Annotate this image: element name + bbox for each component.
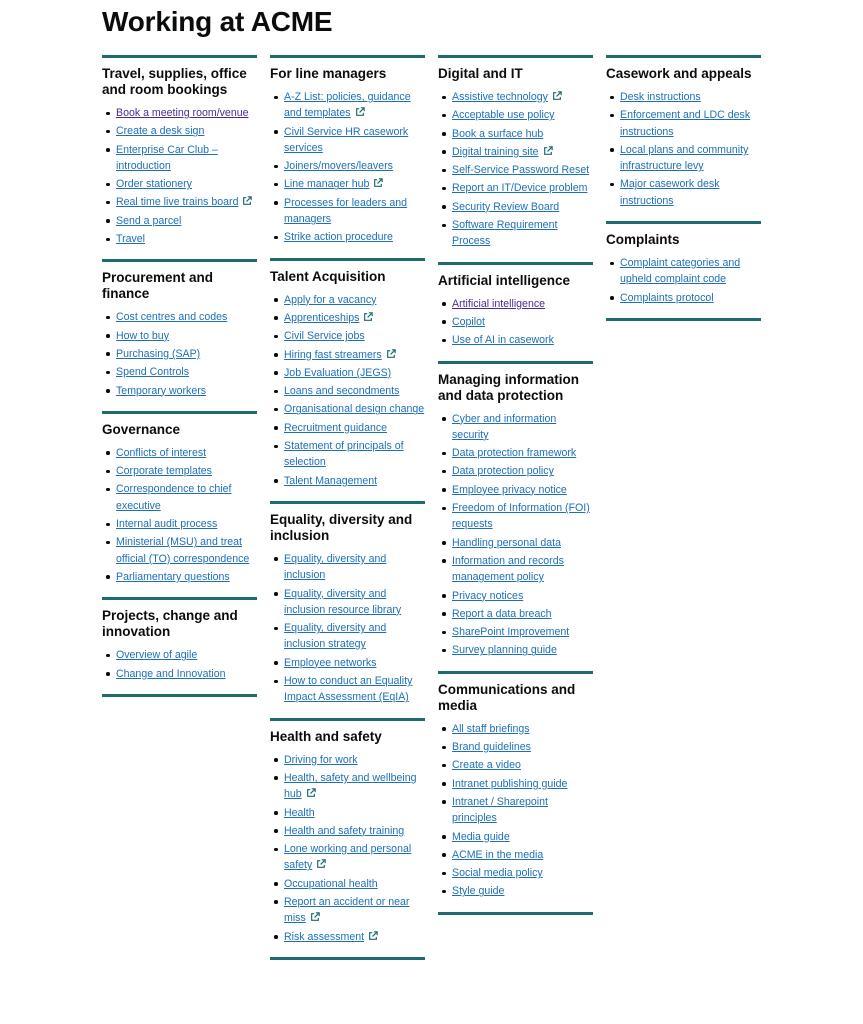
external-link-icon — [355, 107, 365, 117]
list-item — [102, 569, 257, 585]
link-data-protection-policy[interactable]: Data protection policy — [452, 465, 554, 478]
list-item — [270, 347, 425, 363]
list-item — [270, 89, 425, 122]
section-casework-and-appeals — [606, 55, 761, 221]
list-item — [438, 296, 593, 312]
link-list — [606, 255, 761, 306]
link-book-a-surface-hub[interactable]: Book a surface hub — [452, 127, 544, 140]
list-item — [438, 865, 593, 881]
section-travel-supplies-office-and-room-bookings — [102, 55, 257, 259]
link-equality-diversity-and-inclusion[interactable]: Equality, diversity and inclusion — [284, 552, 387, 582]
link-major-casework-desk-instructions[interactable]: Major casework desk instructions — [620, 178, 720, 207]
list-item — [438, 411, 593, 444]
section-governance — [102, 411, 257, 597]
link-create-a-desk-sign[interactable]: Create a desk sign — [116, 125, 205, 138]
link-artificial-intelligence[interactable]: Artificial intelligence — [452, 297, 546, 310]
external-link-icon — [543, 146, 553, 156]
link-spend-controls[interactable]: Spend Controls — [116, 366, 190, 379]
list-item — [438, 829, 593, 845]
link-complaint-categories-and-upheld-complaint-code[interactable]: Complaint categories and upheld complaint code — [620, 257, 741, 286]
link-talent-management[interactable]: Talent Management — [284, 474, 378, 487]
section-heading: Talent Acquisition — [270, 268, 386, 284]
link-health-and-safety-training[interactable]: Health and safety training — [284, 824, 405, 837]
link-social-media-policy[interactable]: Social media policy — [452, 867, 543, 880]
link-report-a-data-breach[interactable]: Report a data breach — [452, 607, 552, 620]
list-item — [438, 126, 593, 142]
link-brand-guidelines[interactable]: Brand guidelines — [452, 741, 531, 754]
list-item — [438, 535, 593, 551]
section-procurement-and-finance — [102, 259, 257, 410]
list-item — [270, 124, 425, 157]
link-assistive-technology[interactable]: Assistive technology — [452, 91, 548, 103]
list-item — [270, 292, 425, 308]
list-item — [606, 255, 761, 288]
list-item — [438, 162, 593, 178]
section-digital-and-it — [438, 55, 593, 262]
list-item — [102, 463, 257, 479]
external-link-icon — [368, 931, 378, 941]
list-item — [438, 606, 593, 622]
link-employee-networks[interactable]: Employee networks — [284, 656, 377, 669]
list-item — [438, 721, 593, 737]
link-digital-training-site[interactable]: Digital training site — [452, 145, 539, 158]
link-copilot[interactable]: Copilot — [452, 315, 485, 328]
link-health[interactable]: Health — [284, 806, 315, 819]
list-item — [606, 176, 761, 209]
link-joiners-movers-leavers[interactable]: Joiners/movers/leavers — [284, 160, 393, 173]
link-list — [270, 89, 425, 246]
link-recruitment-guidance[interactable]: Recruitment guidance — [284, 421, 388, 434]
section-heading: For line managers — [270, 66, 387, 81]
link-apprenticeships[interactable]: Apprenticeships — [284, 311, 360, 324]
list-item — [438, 107, 593, 123]
link-overview-of-agile[interactable]: Overview of agile — [116, 649, 198, 662]
link-software-requirement-process[interactable]: Software Requirement Process — [452, 219, 558, 248]
list-item — [102, 213, 257, 229]
link-statement-of-principals-of-selection[interactable]: Statement of principals of selection — [284, 440, 404, 469]
link-media-guide[interactable]: Media guide — [452, 830, 510, 843]
link-real-time-live-trains-board[interactable]: Real time live trains board — [116, 196, 239, 209]
list-item — [102, 194, 257, 210]
section-heading: Artificial intelligence — [438, 272, 571, 288]
list-item — [270, 752, 425, 768]
section-heading: Casework and appeals — [606, 66, 752, 81]
list-item — [270, 894, 425, 927]
list-item — [438, 332, 593, 348]
external-link-icon — [386, 349, 396, 359]
link-list — [270, 752, 425, 945]
link-processes-for-leaders-and-managers[interactable]: Processes for leaders and managers — [284, 196, 408, 226]
list-item — [270, 328, 425, 344]
list-item — [102, 346, 257, 362]
list-item — [270, 673, 425, 706]
list-item — [606, 89, 761, 105]
section-complaints — [606, 221, 761, 321]
link-parliamentary-questions[interactable]: Parliamentary questions — [116, 570, 230, 583]
section-heading: Travel, supplies, office and room bookings — [102, 66, 247, 97]
page-title: Working at ACME — [102, 6, 333, 37]
list-item — [270, 770, 425, 803]
link-list — [102, 445, 257, 585]
link-complaints-protocol[interactable]: Complaints protocol — [620, 291, 714, 304]
list-item — [270, 229, 425, 245]
section-heading: Projects, change and innovation — [102, 608, 238, 640]
list-item — [102, 534, 257, 567]
link-ministerial-msu-and-treat-official-to-correspondence[interactable]: Ministerial (MSU) and treat official (TO) correspondence — [116, 536, 250, 565]
list-item — [270, 310, 425, 326]
link-list — [438, 296, 593, 349]
link-change-and-innovation[interactable]: Change and Innovation — [116, 667, 226, 680]
external-link-icon — [242, 196, 252, 206]
column-4 — [606, 55, 761, 321]
link-style-guide[interactable]: Style guide — [452, 885, 505, 898]
section-heading: Equality, diversity and inclusion — [270, 511, 413, 543]
column-3 — [438, 55, 593, 915]
link-loans-and-secondments[interactable]: Loans and secondments — [284, 385, 400, 398]
section-for-line-managers — [270, 55, 425, 258]
link-handling-personal-data[interactable]: Handling personal data — [452, 536, 561, 549]
link-survey-planning-guide[interactable]: Survey planning guide — [452, 644, 557, 657]
link-civil-service-hr-casework-services[interactable]: Civil Service HR casework services — [284, 125, 409, 154]
link-security-review-board[interactable]: Security Review Board — [452, 200, 560, 213]
list-item — [438, 144, 593, 160]
list-item — [606, 107, 761, 140]
link-health-safety-and-wellbeing-hub[interactable]: Health, safety and wellbeing hub — [284, 771, 417, 801]
link-equality-diversity-and-inclusion-resource-library[interactable]: Equality, diversity and inclusion resource library — [284, 587, 402, 616]
external-link-icon — [306, 788, 316, 798]
link-civil-service-jobs[interactable]: Civil Service jobs — [284, 330, 365, 343]
list-item — [102, 445, 257, 461]
link-line-manager-hub[interactable]: Line manager hub — [284, 178, 370, 191]
list-item — [270, 158, 425, 174]
section-heading: Complaints — [606, 232, 680, 248]
link-list — [438, 721, 593, 900]
list-item — [438, 588, 593, 604]
link-purchasing-sap[interactable]: Purchasing (SAP) — [116, 347, 201, 360]
list-item — [438, 776, 593, 792]
link-information-and-records-management-policy[interactable]: Information and records management policy — [452, 554, 564, 584]
list-item — [102, 309, 257, 325]
link-driving-for-work[interactable]: Driving for work — [284, 753, 358, 766]
link-list — [270, 292, 425, 489]
list-item — [270, 929, 425, 945]
list-item — [438, 883, 593, 899]
list-item — [270, 823, 425, 839]
link-conflicts-of-interest[interactable]: Conflicts of interest — [116, 446, 207, 459]
link-organisational-design-change[interactable]: Organisational design change — [284, 403, 425, 416]
list-item — [270, 876, 425, 892]
list-item — [270, 176, 425, 192]
link-cyber-and-information-security[interactable]: Cyber and information security — [452, 412, 557, 441]
external-link-icon — [363, 312, 373, 322]
list-item — [102, 364, 257, 380]
link-intranet-publishing-guide[interactable]: Intranet publishing guide — [452, 777, 568, 790]
link-use-of-ai-in-casework[interactable]: Use of AI in casework — [452, 334, 554, 347]
list-item — [606, 290, 761, 306]
link-internal-audit-process[interactable]: Internal audit process — [116, 518, 218, 531]
list-item — [270, 841, 425, 874]
list-item — [438, 199, 593, 215]
link-travel[interactable]: Travel — [116, 233, 146, 246]
list-item — [102, 176, 257, 192]
link-equality-diversity-and-inclusion-strategy[interactable]: Equality, diversity and inclusion strategy — [284, 622, 387, 651]
list-item — [102, 481, 257, 514]
link-hiring-fast-streamers[interactable]: Hiring fast streamers — [284, 348, 382, 361]
section-talent-acquisition — [270, 258, 425, 501]
list-item — [438, 217, 593, 250]
link-create-a-video[interactable]: Create a video — [452, 759, 521, 772]
link-occupational-health[interactable]: Occupational health — [284, 877, 378, 890]
link-intranet-sharepoint-principles[interactable]: Intranet / Sharepoint principles — [452, 795, 548, 825]
list-item — [438, 180, 593, 196]
list-item — [102, 328, 257, 344]
list-item — [102, 142, 257, 175]
link-how-to-buy[interactable]: How to buy — [116, 329, 169, 342]
link-report-an-accident-or-near-miss[interactable]: Report an accident or near miss — [284, 895, 410, 925]
section-artificial-intelligence — [438, 262, 593, 361]
list-item — [270, 438, 425, 471]
section-heading: Communications and media — [438, 681, 576, 713]
list-item — [270, 401, 425, 417]
list-item — [438, 89, 593, 105]
link-send-a-parcel[interactable]: Send a parcel — [116, 214, 182, 227]
link-list — [102, 647, 257, 682]
link-order-stationery[interactable]: Order stationery — [116, 178, 192, 191]
section-heading: Health and safety — [270, 728, 382, 744]
list-item — [438, 757, 593, 773]
link-correspondence-to-chief-executive[interactable]: Correspondence to chief executive — [116, 483, 232, 512]
link-enforcement-and-ldc-desk-instructions[interactable]: Enforcement and LDC desk instructions — [620, 109, 751, 138]
link-how-to-conduct-an-equality-impact-assessment-eqia[interactable]: How to conduct an Equality Impact Assessment (EqIA) — [284, 675, 413, 704]
list-item — [270, 473, 425, 489]
section-heading: Governance — [102, 421, 181, 437]
list-item — [438, 794, 593, 827]
list-item — [438, 500, 593, 533]
link-self-service-password-reset[interactable]: Self-Service Password Reset — [452, 164, 590, 177]
link-list — [102, 105, 257, 247]
list-item — [270, 365, 425, 381]
list-item — [438, 482, 593, 498]
link-risk-assessment[interactable]: Risk assessment — [284, 930, 365, 943]
list-item — [438, 463, 593, 479]
list-item — [102, 231, 257, 247]
list-item — [102, 105, 257, 121]
section-health-and-safety — [270, 718, 425, 960]
external-link-icon — [552, 91, 562, 101]
external-link-icon — [316, 859, 326, 869]
link-strike-action-procedure[interactable]: Strike action procedure — [284, 231, 393, 244]
list-item — [270, 620, 425, 653]
link-cost-centres-and-codes[interactable]: Cost centres and codes — [116, 311, 228, 324]
external-link-icon — [373, 178, 383, 188]
link-list — [438, 411, 593, 659]
list-item — [606, 142, 761, 175]
list-item — [102, 516, 257, 532]
list-item — [270, 655, 425, 671]
list-item — [102, 123, 257, 139]
section-projects-change-and-innovation — [102, 597, 257, 697]
link-list — [270, 551, 425, 706]
link-acceptable-use-policy[interactable]: Acceptable use policy — [452, 109, 555, 122]
link-freedom-of-information-foi-requests[interactable]: Freedom of Information (FOI) requests — [452, 502, 590, 531]
list-item — [438, 624, 593, 640]
link-list — [606, 89, 761, 209]
list-item — [438, 553, 593, 586]
link-acme-in-the-media[interactable]: ACME in the media — [452, 848, 544, 861]
section-heading: Procurement and finance — [102, 270, 214, 302]
list-item — [270, 383, 425, 399]
section-communications-and-media — [438, 671, 593, 915]
list-item — [438, 739, 593, 755]
external-link-icon — [310, 912, 320, 922]
link-all-staff-briefings[interactable]: All staff briefings — [452, 722, 530, 735]
list-item — [270, 586, 425, 619]
link-local-plans-and-community-infrastructure-levy[interactable]: Local plans and community infrastructure levy — [620, 143, 749, 173]
link-temporary-workers[interactable]: Temporary workers — [116, 384, 207, 397]
link-job-evaluation-jegs[interactable]: Job Evaluation (JEGS) — [284, 366, 392, 379]
list-item — [102, 647, 257, 663]
link-desk-instructions[interactable]: Desk instructions — [620, 91, 701, 103]
list-item — [102, 383, 257, 399]
section-equality-diversity-and-inclusion — [270, 501, 425, 718]
link-apply-for-a-vacancy[interactable]: Apply for a vacancy — [284, 293, 377, 306]
link-sharepoint-improvement[interactable]: SharePoint Improvement — [452, 626, 570, 639]
section-heading: Managing information and data protection — [438, 371, 579, 403]
link-lone-working-and-personal-safety[interactable]: Lone working and personal safety — [284, 843, 412, 872]
link-privacy-notices[interactable]: Privacy notices — [452, 589, 524, 602]
link-employee-privacy-notice[interactable]: Employee privacy notice — [452, 483, 567, 496]
list-item — [438, 847, 593, 863]
column-1 — [102, 55, 257, 697]
list-item — [270, 551, 425, 584]
list-item — [270, 420, 425, 436]
link-list — [102, 309, 257, 398]
list-item — [438, 642, 593, 658]
section-managing-information-and-data-protection — [438, 361, 593, 671]
list-item — [438, 314, 593, 330]
link-list — [438, 89, 593, 250]
link-data-protection-framework[interactable]: Data protection framework — [452, 447, 577, 460]
link-enterprise-car-club-introduction[interactable]: Enterprise Car Club – introduction — [116, 143, 218, 172]
link-report-an-it-device-problem[interactable]: Report an IT/Device problem — [452, 182, 588, 195]
list-item — [102, 666, 257, 682]
list-item — [270, 195, 425, 228]
column-2 — [270, 55, 425, 960]
list-item — [270, 805, 425, 821]
section-heading: Digital and IT — [438, 66, 523, 81]
link-a-z-list-policies-guidance-and-templates[interactable]: A-Z List: policies, guidance and templates — [284, 91, 411, 120]
link-book-a-meeting-room-venue[interactable]: Book a meeting room/venue — [116, 107, 249, 119]
link-corporate-templates[interactable]: Corporate templates — [116, 465, 212, 478]
list-item — [438, 445, 593, 461]
